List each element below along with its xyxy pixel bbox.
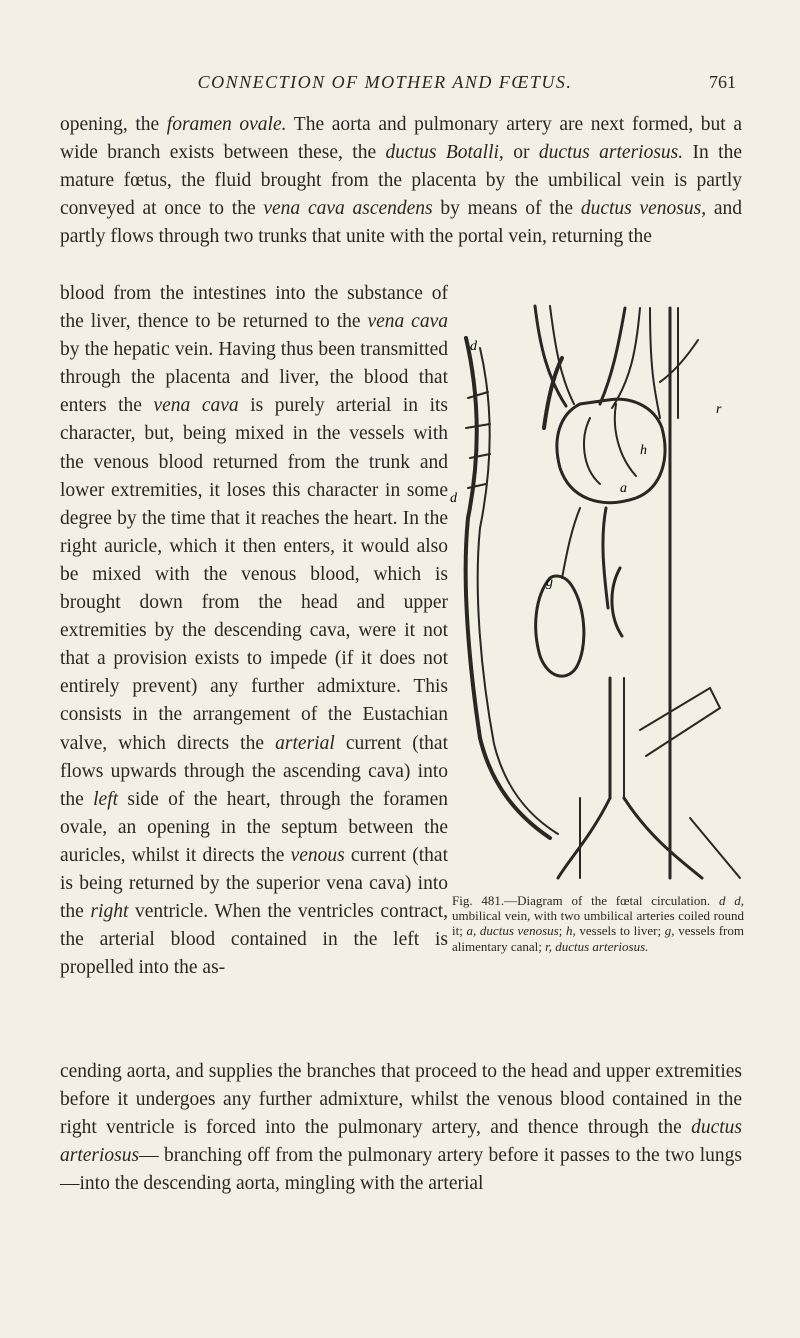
right-leg-vessel: [690, 818, 740, 878]
ductus-venosus: [562, 508, 580, 578]
page-number: 761: [709, 72, 736, 92]
label-g: g: [546, 575, 553, 590]
lower-branch: [640, 688, 720, 756]
paragraph-bottom: cending aorta, and supplies the branches that proceed to the head and upper extremities before it undergoes any further admixture, whilst the venous blood contained in the right ventricle is forced into the pulmonary artery, and thence through the ductus arteriosus— branching off from the pulmonary artery before it passes to the two lungs—into the descending aorta, mingling with the arterial: [60, 1061, 742, 1195]
paragraph-top: opening, the foramen ovale. The aorta and pulmonary artery are next formed, but a wide branch exists between these, the ductus Botalli, or ductus arteriosus. In the mature fœtus, the fluid brought from the placenta by the umbilical vein is partly conveyed at once to the vena cava ascendens by means of the ductus venosus, and partly flows through two trunks that unite with the portal vein, returning the: [60, 114, 743, 248]
descending-vessel-inner: [650, 308, 660, 418]
figure-caption: Fig. 481.—Diagram of the fœtal circulation. d d, umbilical vein, with two umbilical arteries coiled round it; a, ductus venosus; h, vessels to liver; g, vessels from alimentary canal; r, ductus arteriosus.: [452, 893, 744, 954]
fetal-circulation-figure: [440, 278, 745, 890]
left-iliac: [558, 798, 610, 878]
label-a: a: [620, 481, 627, 496]
heart-septum: [584, 418, 600, 484]
running-title: CONNECTION OF MOTHER AND FŒTUS.: [197, 72, 573, 92]
page-header: [0, 72, 800, 100]
label-d-lower: d: [450, 491, 457, 506]
fetal-circulation-diagram: [440, 278, 745, 890]
vena-cava-segment: [612, 568, 622, 636]
heart-outline: [557, 399, 665, 502]
label-h: h: [640, 443, 647, 458]
label-r: r: [716, 402, 722, 417]
paragraph-narrow: blood from the intestines into the substance of the liver, thence to be returned to the vena cava by the hepatic vein. Having thus been transmitted through the placenta and liver, the blood that enters the vena cava is purely arterial in its character, but, being mixed in the vessels with the venous blood returned from the trunk and lower extremities, it loses this character in some degree by the time that it reaches the heart. In the right auricle, which it then enters, it would also be mixed with the venous blood, which is brought down from the head and upper extremities by the descending cava, were it not that a provision exists to impede (if it does not entirely prevent) any further admixture. This consists in the arrangement of the Eustachian valve, which directs the arterial current (that flows upwards through the ascending cava) into the left side of the heart, through the foramen ovale, an opening in the septum between the auricles, whilst it directs the venous current (that is being returned by the superior vena cava) into the right ventricle. When the ventricles contract, the arterial blood contained in the left is propelled into the as-: [60, 283, 449, 979]
heart-inner: [615, 404, 636, 476]
ascending-cava: [603, 508, 608, 608]
left-upper-vessel-inner: [550, 306, 574, 404]
right-iliac: [624, 798, 702, 878]
label-d-upper: d: [470, 339, 477, 354]
liver-region: [536, 576, 584, 676]
